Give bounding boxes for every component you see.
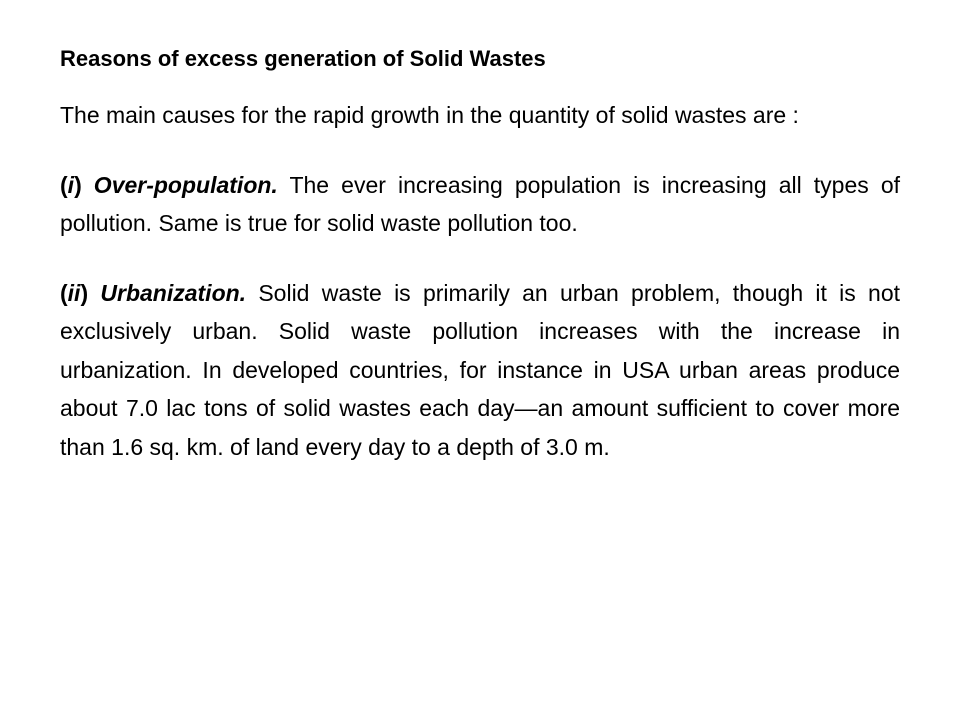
point-text: The ever increasing population is increasing all types of pollution. Same is true for solid waste pollution too. bbox=[60, 171, 900, 236]
close-paren: ) bbox=[80, 279, 89, 306]
slide-content bbox=[60, 42, 900, 497]
open-paren: ( bbox=[60, 279, 68, 306]
point-urbanization bbox=[60, 274, 900, 467]
point-label bbox=[60, 280, 246, 306]
point-title: Over-population. bbox=[81, 171, 278, 198]
point-label bbox=[60, 172, 278, 198]
point-text: Solid waste is primarily an urban problem, though it is not exclusively urban. Solid waste pollution increases with the increase in urbanization. In developed countries, for instance in USA urban areas produce about 7.0 lac tons of solid wastes each day—an amount sufficient to cover more than 1.6 sq. km. of land every day to a depth of 3.0 m. bbox=[60, 279, 901, 460]
open-paren: ( bbox=[60, 171, 68, 198]
point-over-population bbox=[60, 166, 900, 243]
intro-paragraph: The main causes for the rapid growth in the quantity of solid wastes are : bbox=[60, 102, 799, 128]
point-number: ii bbox=[67, 279, 81, 306]
slide-heading: Reasons of excess generation of Solid Wastes bbox=[60, 46, 546, 71]
point-number: i bbox=[67, 171, 75, 198]
close-paren: ) bbox=[74, 171, 82, 198]
point-title: Urbanization. bbox=[88, 279, 247, 306]
